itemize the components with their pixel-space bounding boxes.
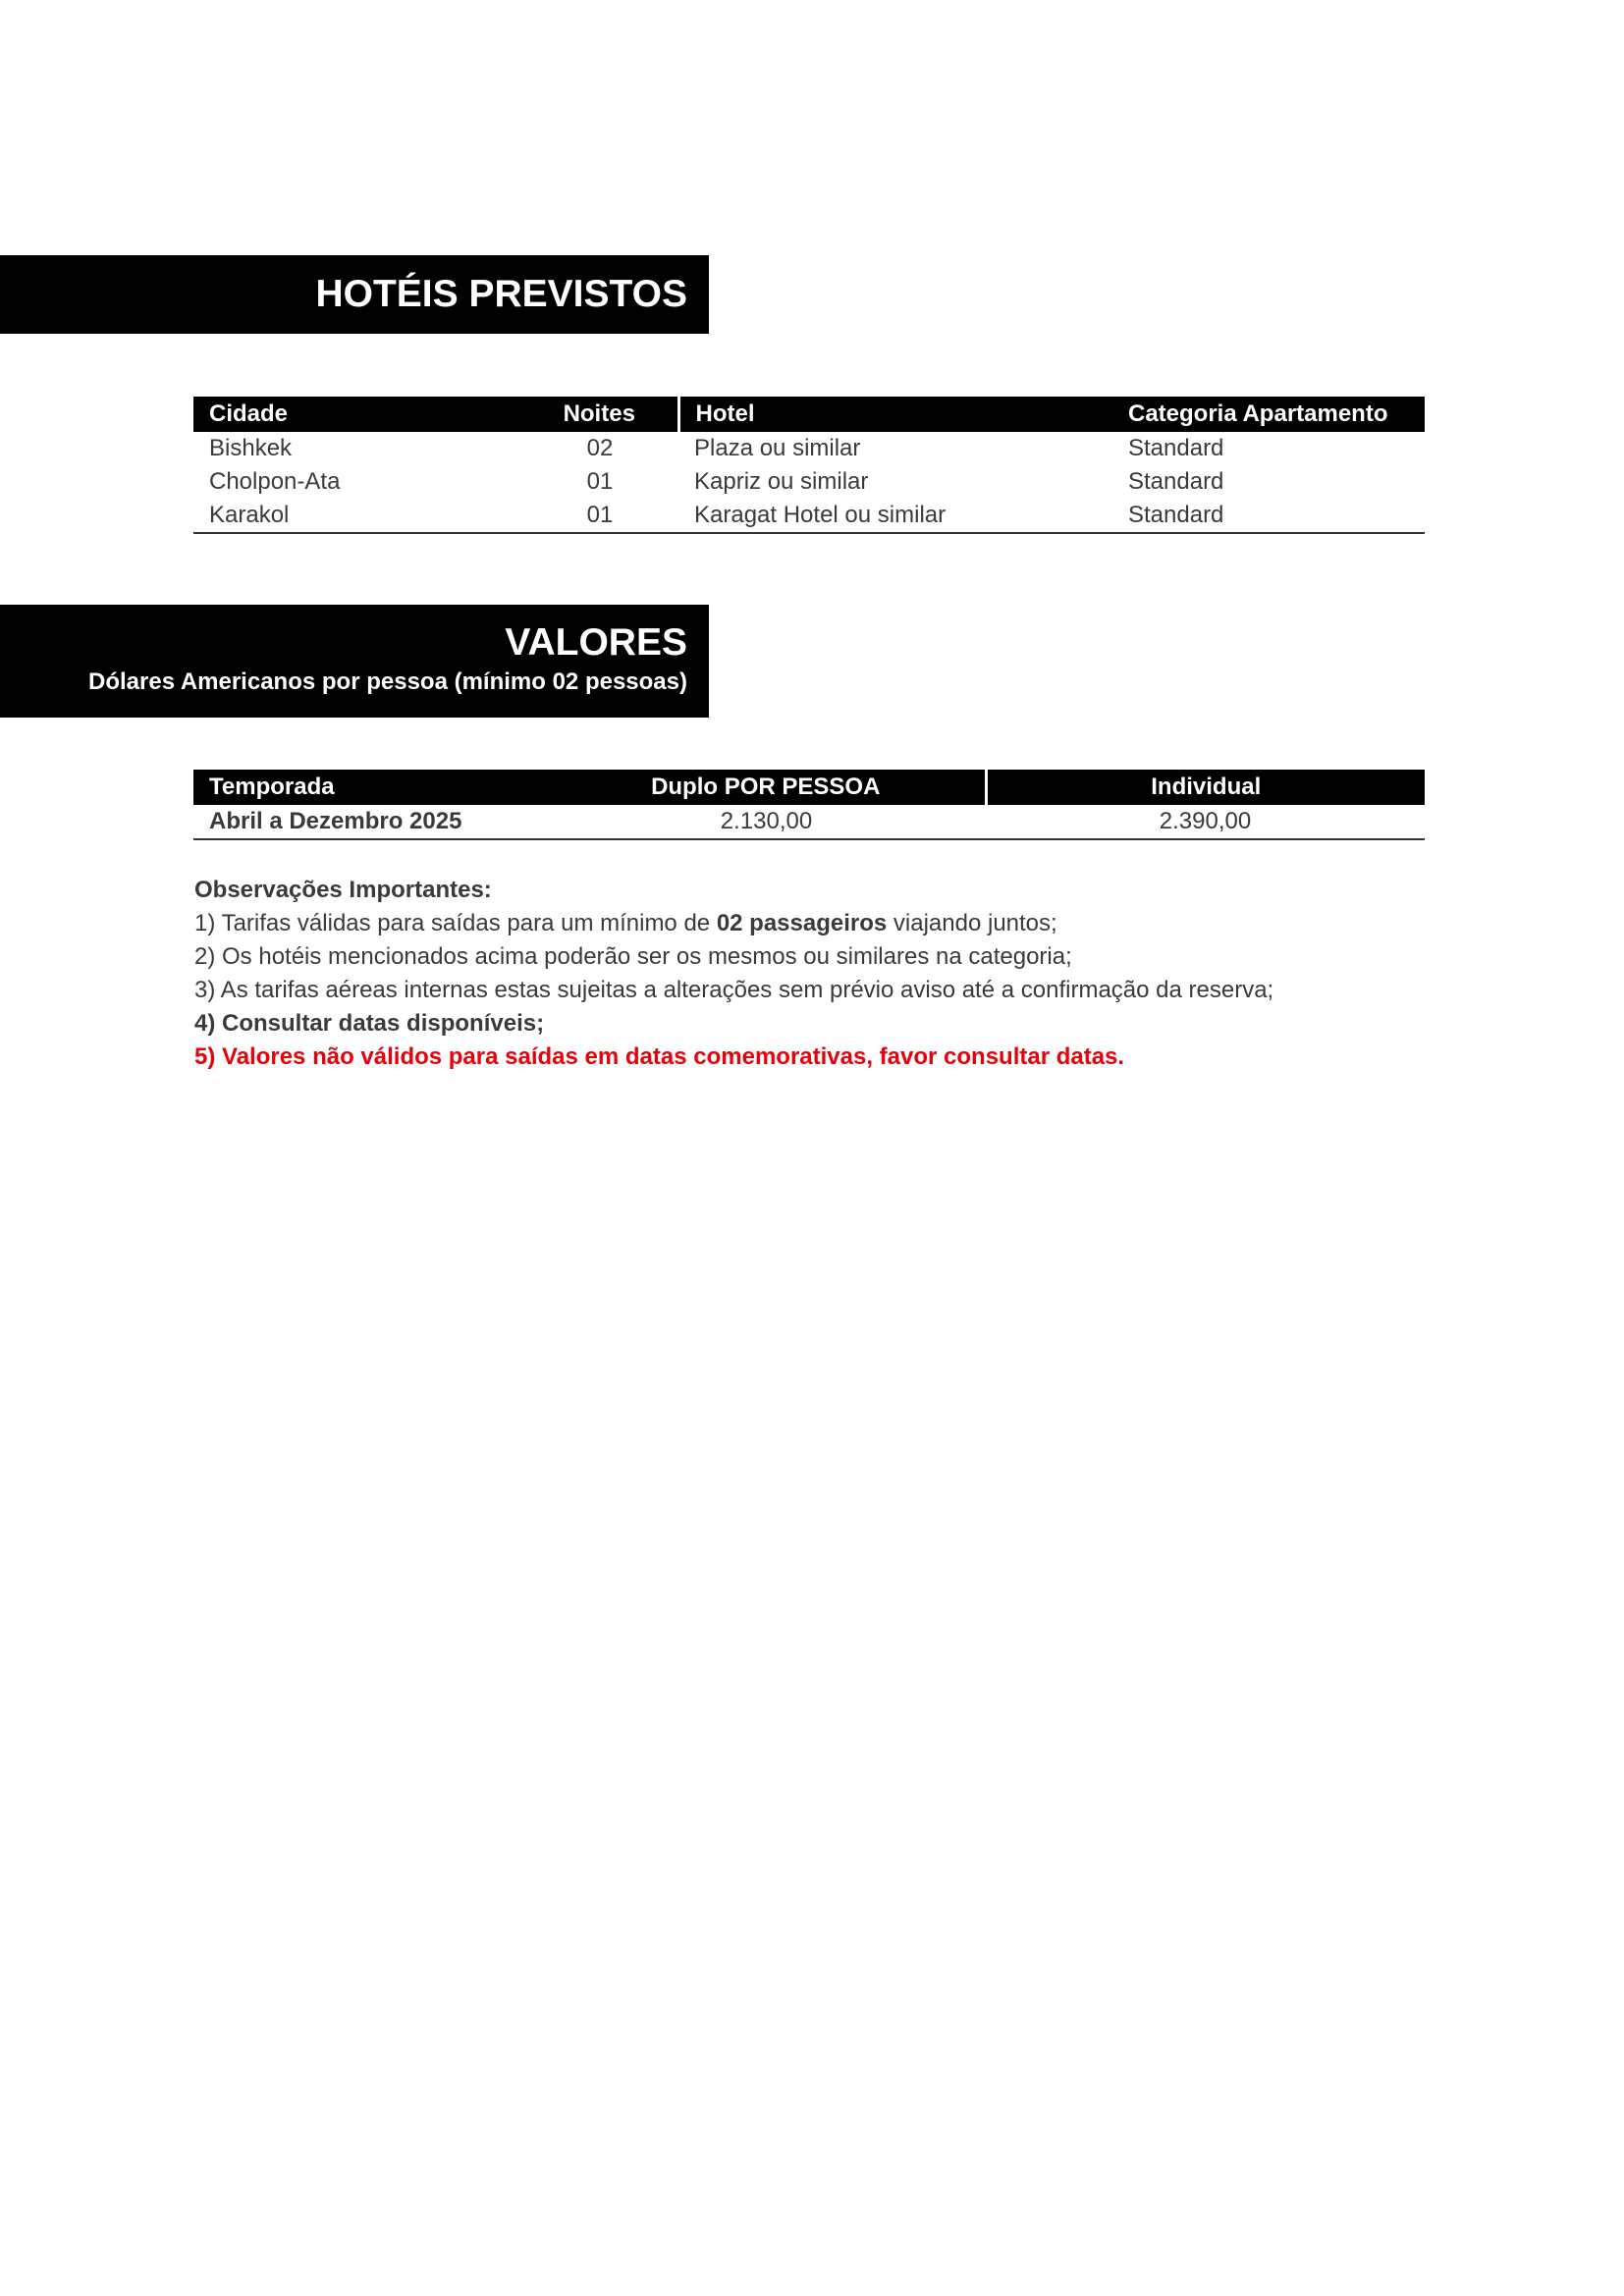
table-row	[193, 805, 1425, 839]
hotels-table	[193, 397, 1425, 534]
values-header-row	[193, 770, 1425, 805]
values-subtitle: Dólares Americanos por pessoa (mínimo 02 pessoas)	[88, 668, 687, 695]
cell-categoria: Standard	[1128, 468, 1224, 495]
cell-cidade: Bishkek	[209, 435, 293, 461]
header-hotel: Hotel	[678, 397, 1112, 432]
note-1-end: viajando juntos;	[887, 910, 1057, 936]
header-duplo: Duplo POR PESSOA	[547, 770, 986, 805]
cell-hotel: Plaza ou similar	[694, 435, 861, 461]
header-cidade: Cidade	[193, 397, 521, 432]
note-1	[194, 907, 1471, 940]
cell-duplo: 2.130,00	[720, 808, 813, 834]
table-row	[193, 465, 1425, 499]
table-row	[193, 499, 1425, 533]
note-1-text: 1) Tarifas válidas para saídas para um mínimo de	[194, 910, 717, 936]
note-1-bold: 02 passageiros	[716, 910, 888, 936]
header-categoria: Categoria Apartamento	[1112, 397, 1425, 432]
values-table	[193, 770, 1425, 840]
cell-temporada: Abril a Dezembro 2025	[209, 808, 462, 834]
note-5: 5) Valores não válidos para saídas em datas comemorativas, favor consultar datas.	[194, 1043, 1125, 1070]
hotels-title: HOTÉIS PREVISTOS	[315, 273, 687, 315]
notes-heading: Observações Importantes:	[194, 877, 492, 903]
cell-cidade: Cholpon-Ata	[209, 468, 341, 495]
note-2: 2) Os hotéis mencionados acima poderão ser os mesmos ou similares na categoria;	[194, 943, 1072, 970]
notes-section	[194, 874, 1471, 1074]
hotels-banner	[0, 255, 709, 334]
note-3: 3) As tarifas aéreas internas estas sujeitas a alterações sem prévio aviso até a confirmação da reserva;	[194, 977, 1274, 1003]
cell-categoria: Standard	[1128, 502, 1224, 528]
cell-categoria: Standard	[1128, 435, 1224, 461]
cell-noites: 01	[586, 468, 614, 495]
header-temporada: Temporada	[193, 770, 547, 805]
cell-individual: 2.390,00	[1159, 808, 1252, 834]
values-banner	[0, 605, 709, 718]
cell-noites: 02	[586, 435, 614, 461]
cell-hotel: Karagat Hotel ou similar	[694, 502, 947, 528]
header-noites: Noites	[521, 397, 678, 432]
header-individual: Individual	[986, 770, 1425, 805]
values-title: VALORES	[505, 621, 687, 664]
table-row	[193, 432, 1425, 465]
hotels-header-row	[193, 397, 1425, 432]
cell-hotel: Kapriz ou similar	[694, 468, 869, 495]
cell-noites: 01	[586, 502, 614, 528]
cell-cidade: Karakol	[209, 502, 290, 528]
note-4: 4) Consultar datas disponíveis;	[194, 1010, 545, 1037]
